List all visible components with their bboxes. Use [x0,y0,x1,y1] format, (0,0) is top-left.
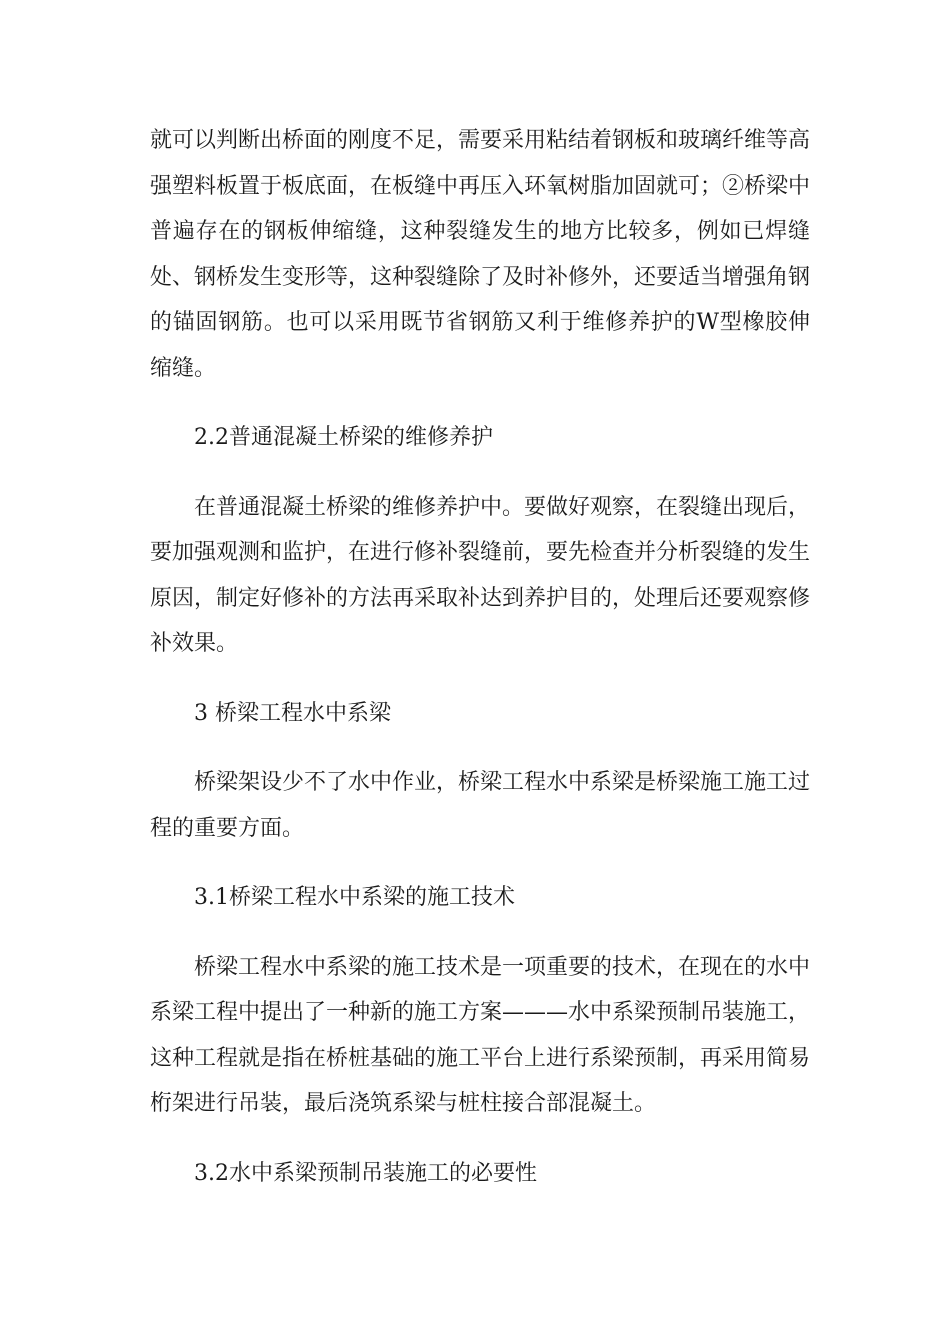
paragraph-construction-technique: 桥梁工程水中系梁的施工技术是一项重要的技术，在现在的水中系梁工程中提出了一种新的施工方案———水中系梁预制吊装施工，这种工程就是指在桥桩基础的施工平台上进行系梁预制，再采用简易桁架进行吊装，最后浇筑系梁与桩柱接合部混凝土。 [150,954,811,1116]
paragraph-rigidity-repair: 就可以判断出桥面的刚度不足，需要采用粘结着钢板和玻璃纤维等高强塑料板置于板底面，在板缝中再压入环氧树脂加固就可；②桥梁中普遍存在的钢板伸缩缝，这种裂缝发生的地方比较多，例如已焊缝处、钢桥发生变形等，这种裂缝除了及时补修外，还要适当增强角钢的锚固钢筋。也可以采用既节省钢筋又利于维修养护的W型橡胶伸缩缝。 [150,128,811,381]
paragraph-gap [150,851,810,875]
paragraph-gap [150,1127,810,1151]
section-heading-3-1: 3.1桥梁工程水中系梁的施工技术 [194,885,515,910]
section-heading-3-2: 3.2水中系梁预制吊装施工的必要性 [194,1160,537,1186]
document-page [150,118,810,1196]
paragraph-underwater-intro: 桥梁架设少不了水中作业，桥梁工程水中系梁是桥梁施工施工过程的重要方面。 [150,770,811,841]
paragraph-gap [150,921,810,945]
paragraph-gap [150,736,810,760]
paragraph-gap [150,667,810,691]
paragraph-gap [150,461,810,485]
paragraph-concrete-maintenance: 在普通混凝土桥梁的维修养护中。要做好观察，在裂缝出现后，要加强观测和监护，在进行修补裂缝前，要先检查并分析裂缝的发生原因，制定好修补的方法再采取补达到养护目的，处理后还要观察修补效果。 [150,494,811,656]
section-heading-2-2: 2.2普通混凝土桥梁的维修养护 [194,425,493,450]
paragraph-gap [150,391,810,415]
section-heading-3: 3 桥梁工程水中系梁 [194,700,391,726]
